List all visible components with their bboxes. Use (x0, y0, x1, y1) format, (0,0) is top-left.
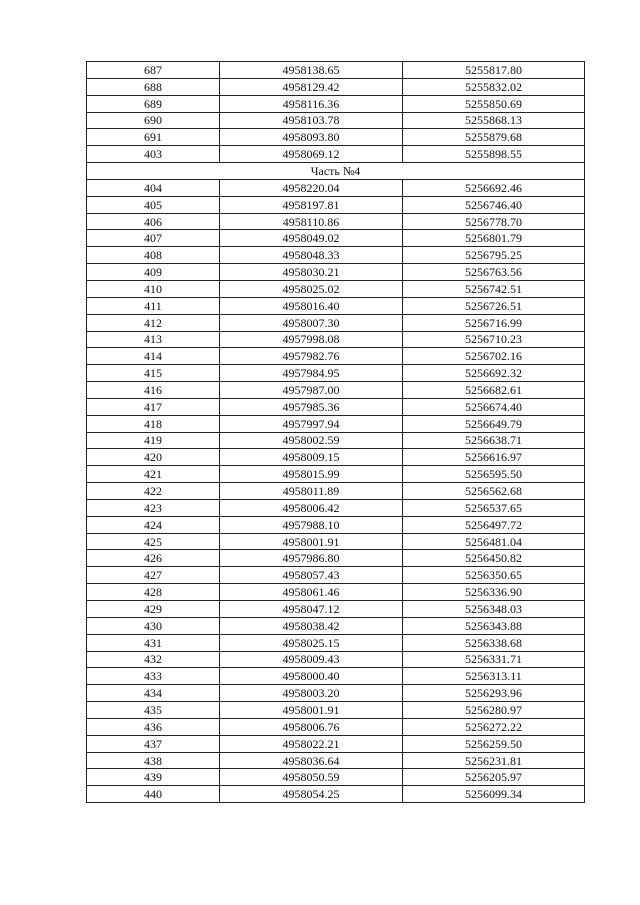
table-row (87, 146, 585, 163)
point-number-cell: 408 (87, 247, 220, 264)
point-number-cell: 434 (87, 685, 220, 702)
point-number-cell: 687 (87, 62, 220, 79)
point-number-cell: 433 (87, 668, 220, 685)
coordinates-table (86, 61, 585, 803)
table-row (87, 533, 585, 550)
y-coordinate-cell: 5256742.51 (403, 280, 585, 297)
x-coordinate-cell: 4958061.46 (220, 584, 403, 601)
x-coordinate-cell: 4958009.15 (220, 449, 403, 466)
x-coordinate-cell: 4957985.36 (220, 398, 403, 415)
table-row (87, 398, 585, 415)
y-coordinate-cell: 5256450.82 (403, 550, 585, 567)
point-number-cell: 404 (87, 179, 220, 196)
y-coordinate-cell: 5256537.65 (403, 499, 585, 516)
y-coordinate-cell: 5256616.97 (403, 449, 585, 466)
y-coordinate-cell: 5255879.68 (403, 129, 585, 146)
x-coordinate-cell: 4957987.00 (220, 382, 403, 399)
table-row (87, 62, 585, 79)
y-coordinate-cell: 5256795.25 (403, 247, 585, 264)
x-coordinate-cell: 4957997.94 (220, 415, 403, 432)
y-coordinate-cell: 5256726.51 (403, 297, 585, 314)
point-number-cell: 436 (87, 718, 220, 735)
table-row (87, 769, 585, 786)
x-coordinate-cell: 4958022.21 (220, 735, 403, 752)
table-row (87, 449, 585, 466)
point-number-cell: 412 (87, 314, 220, 331)
x-coordinate-cell: 4958002.59 (220, 432, 403, 449)
x-coordinate-cell: 4958050.59 (220, 769, 403, 786)
table-row (87, 179, 585, 196)
table-row (87, 735, 585, 752)
table-row (87, 483, 585, 500)
table-row (87, 348, 585, 365)
y-coordinate-cell: 5256801.79 (403, 230, 585, 247)
point-number-cell: 403 (87, 146, 220, 163)
x-coordinate-cell: 4958110.86 (220, 213, 403, 230)
point-number-cell: 426 (87, 550, 220, 567)
x-coordinate-cell: 4958006.76 (220, 718, 403, 735)
x-coordinate-cell: 4958006.42 (220, 499, 403, 516)
y-coordinate-cell: 5256205.97 (403, 769, 585, 786)
y-coordinate-cell: 5256343.88 (403, 617, 585, 634)
table-row (87, 499, 585, 516)
point-number-cell: 438 (87, 752, 220, 769)
y-coordinate-cell: 5256280.97 (403, 702, 585, 719)
point-number-cell: 688 (87, 78, 220, 95)
point-number-cell: 439 (87, 769, 220, 786)
x-coordinate-cell: 4957986.80 (220, 550, 403, 567)
x-coordinate-cell: 4957988.10 (220, 516, 403, 533)
x-coordinate-cell: 4958069.12 (220, 146, 403, 163)
point-number-cell: 415 (87, 365, 220, 382)
y-coordinate-cell: 5256350.65 (403, 567, 585, 584)
point-number-cell: 435 (87, 702, 220, 719)
table-row (87, 702, 585, 719)
table-row (87, 331, 585, 348)
y-coordinate-cell: 5256231.81 (403, 752, 585, 769)
point-number-cell: 409 (87, 264, 220, 281)
table-row (87, 752, 585, 769)
point-number-cell: 437 (87, 735, 220, 752)
table-row (87, 516, 585, 533)
x-coordinate-cell: 4958048.33 (220, 247, 403, 264)
y-coordinate-cell: 5256638.71 (403, 432, 585, 449)
point-number-cell: 419 (87, 432, 220, 449)
point-number-cell: 417 (87, 398, 220, 415)
x-coordinate-cell: 4958038.42 (220, 617, 403, 634)
section-title: Часть №4 (87, 163, 585, 180)
y-coordinate-cell: 5256562.68 (403, 483, 585, 500)
table-row (87, 78, 585, 95)
x-coordinate-cell: 4957982.76 (220, 348, 403, 365)
point-number-cell: 421 (87, 466, 220, 483)
table-row (87, 247, 585, 264)
point-number-cell: 420 (87, 449, 220, 466)
table-row (87, 786, 585, 803)
point-number-cell: 690 (87, 112, 220, 129)
point-number-cell: 431 (87, 634, 220, 651)
point-number-cell: 425 (87, 533, 220, 550)
point-number-cell: 440 (87, 786, 220, 803)
x-coordinate-cell: 4958003.20 (220, 685, 403, 702)
x-coordinate-cell: 4958049.02 (220, 230, 403, 247)
x-coordinate-cell: 4958001.91 (220, 702, 403, 719)
x-coordinate-cell: 4958009.43 (220, 651, 403, 668)
point-number-cell: 410 (87, 280, 220, 297)
point-number-cell: 424 (87, 516, 220, 533)
x-coordinate-cell: 4958001.91 (220, 533, 403, 550)
x-coordinate-cell: 4958011.89 (220, 483, 403, 500)
x-coordinate-cell: 4958030.21 (220, 264, 403, 281)
y-coordinate-cell: 5256674.40 (403, 398, 585, 415)
table-row (87, 112, 585, 129)
point-number-cell: 427 (87, 567, 220, 584)
point-number-cell: 423 (87, 499, 220, 516)
x-coordinate-cell: 4958000.40 (220, 668, 403, 685)
table-row (87, 95, 585, 112)
y-coordinate-cell: 5256481.04 (403, 533, 585, 550)
x-coordinate-cell: 4958116.36 (220, 95, 403, 112)
y-coordinate-cell: 5256338.68 (403, 634, 585, 651)
x-coordinate-cell: 4958047.12 (220, 601, 403, 618)
point-number-cell: 414 (87, 348, 220, 365)
table-row (87, 230, 585, 247)
y-coordinate-cell: 5256293.96 (403, 685, 585, 702)
table-row (87, 264, 585, 281)
x-coordinate-cell: 4958007.30 (220, 314, 403, 331)
y-coordinate-cell: 5256348.03 (403, 601, 585, 618)
point-number-cell: 411 (87, 297, 220, 314)
coordinates-table-body (87, 62, 585, 803)
y-coordinate-cell: 5256763.56 (403, 264, 585, 281)
point-number-cell: 407 (87, 230, 220, 247)
x-coordinate-cell: 4958103.78 (220, 112, 403, 129)
table-row (87, 550, 585, 567)
y-coordinate-cell: 5256692.32 (403, 365, 585, 382)
x-coordinate-cell: 4958016.40 (220, 297, 403, 314)
y-coordinate-cell: 5256595.50 (403, 466, 585, 483)
x-coordinate-cell: 4958057.43 (220, 567, 403, 584)
y-coordinate-cell: 5256778.70 (403, 213, 585, 230)
y-coordinate-cell: 5256692.46 (403, 179, 585, 196)
table-row (87, 280, 585, 297)
y-coordinate-cell: 5255832.02 (403, 78, 585, 95)
point-number-cell: 406 (87, 213, 220, 230)
y-coordinate-cell: 5256716.99 (403, 314, 585, 331)
table-row (87, 213, 585, 230)
point-number-cell: 429 (87, 601, 220, 618)
x-coordinate-cell: 4958093.80 (220, 129, 403, 146)
x-coordinate-cell: 4958220.04 (220, 179, 403, 196)
table-row (87, 129, 585, 146)
table-row (87, 382, 585, 399)
x-coordinate-cell: 4958015.99 (220, 466, 403, 483)
x-coordinate-cell: 4958197.81 (220, 196, 403, 213)
point-number-cell: 422 (87, 483, 220, 500)
x-coordinate-cell: 4957984.95 (220, 365, 403, 382)
table-row (87, 567, 585, 584)
y-coordinate-cell: 5256710.23 (403, 331, 585, 348)
table-row (87, 617, 585, 634)
table-row (87, 297, 585, 314)
point-number-cell: 691 (87, 129, 220, 146)
y-coordinate-cell: 5256331.71 (403, 651, 585, 668)
point-number-cell: 428 (87, 584, 220, 601)
point-number-cell: 689 (87, 95, 220, 112)
y-coordinate-cell: 5256497.72 (403, 516, 585, 533)
y-coordinate-cell: 5256272.22 (403, 718, 585, 735)
y-coordinate-cell: 5256682.61 (403, 382, 585, 399)
x-coordinate-cell: 4958138.65 (220, 62, 403, 79)
point-number-cell: 405 (87, 196, 220, 213)
y-coordinate-cell: 5256702.16 (403, 348, 585, 365)
x-coordinate-cell: 4958036.64 (220, 752, 403, 769)
y-coordinate-cell: 5255898.55 (403, 146, 585, 163)
table-row (87, 634, 585, 651)
y-coordinate-cell: 5256336.90 (403, 584, 585, 601)
table-row (87, 432, 585, 449)
table-row (87, 685, 585, 702)
table-row (87, 668, 585, 685)
x-coordinate-cell: 4958129.42 (220, 78, 403, 95)
y-coordinate-cell: 5255817.80 (403, 62, 585, 79)
x-coordinate-cell: 4958025.15 (220, 634, 403, 651)
x-coordinate-cell: 4958054.25 (220, 786, 403, 803)
y-coordinate-cell: 5256649.79 (403, 415, 585, 432)
table-row (87, 415, 585, 432)
table-row (87, 196, 585, 213)
table-row (87, 584, 585, 601)
y-coordinate-cell: 5256746.40 (403, 196, 585, 213)
point-number-cell: 432 (87, 651, 220, 668)
y-coordinate-cell: 5256099.34 (403, 786, 585, 803)
x-coordinate-cell: 4957998.08 (220, 331, 403, 348)
x-coordinate-cell: 4958025.02 (220, 280, 403, 297)
section-header-row (87, 163, 585, 180)
y-coordinate-cell: 5256259.50 (403, 735, 585, 752)
table-row (87, 718, 585, 735)
table-row (87, 651, 585, 668)
point-number-cell: 416 (87, 382, 220, 399)
point-number-cell: 413 (87, 331, 220, 348)
y-coordinate-cell: 5255850.69 (403, 95, 585, 112)
table-row (87, 314, 585, 331)
y-coordinate-cell: 5256313.11 (403, 668, 585, 685)
table-row (87, 466, 585, 483)
table-row (87, 365, 585, 382)
point-number-cell: 418 (87, 415, 220, 432)
y-coordinate-cell: 5255868.13 (403, 112, 585, 129)
table-row (87, 601, 585, 618)
point-number-cell: 430 (87, 617, 220, 634)
